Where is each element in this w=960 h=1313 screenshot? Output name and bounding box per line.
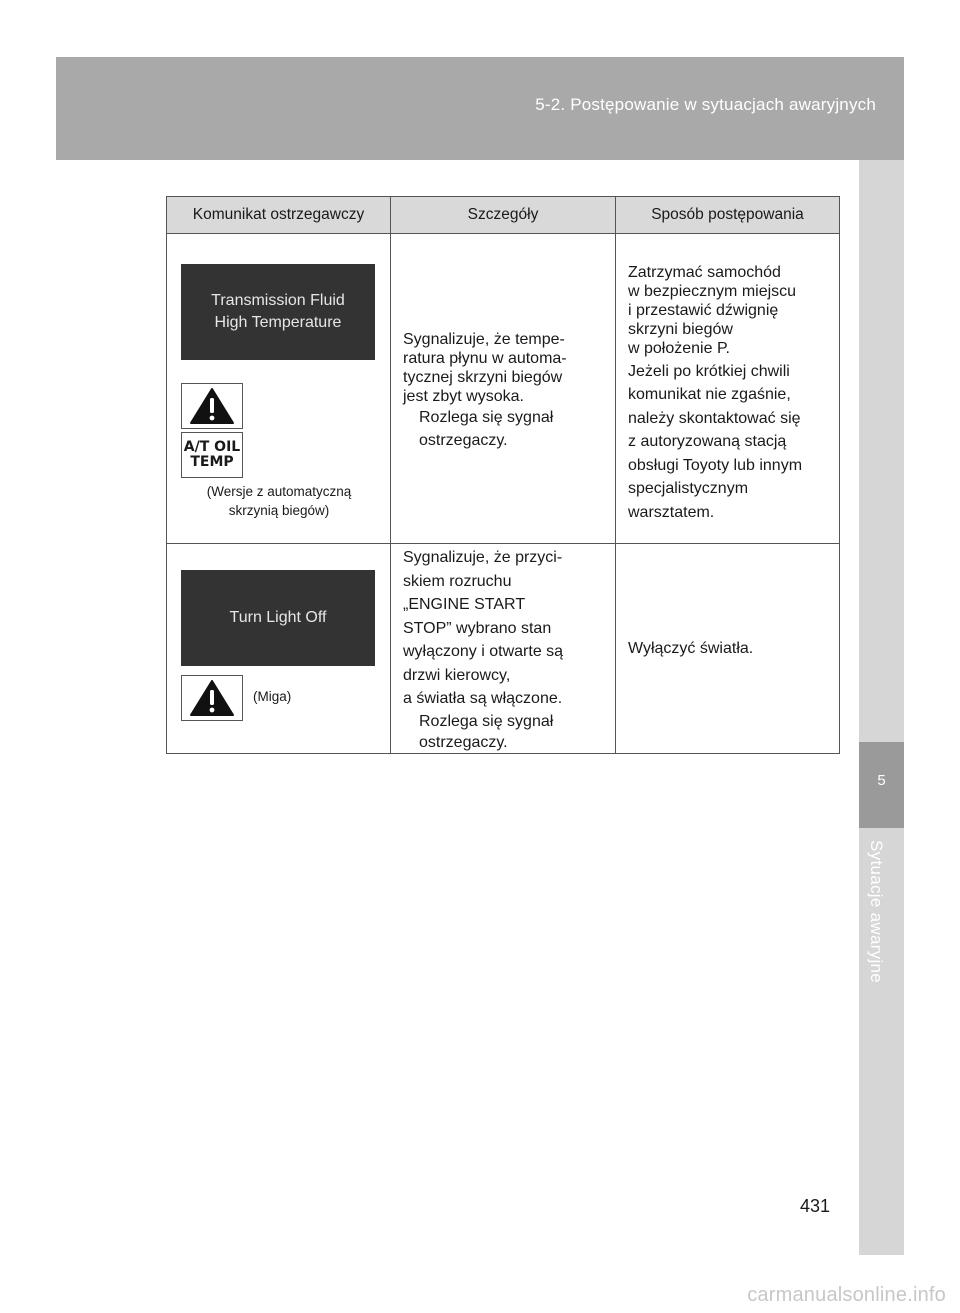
version-caption: (Wersje z automatyczną skrzynią biegów) [206,484,352,518]
warning-triangle-icon [181,383,243,429]
section-title: 5-2. Postępowanie w sytuacjach awaryjnych [535,95,876,114]
chapter-label: Sytuacje awaryjne [867,840,886,984]
blink-caption: (Miga) [253,688,292,704]
footer-watermark: carmanualsonline.info [747,1284,946,1306]
details-cell: Sygnalizuje, że przyci- skiem rozruchu „ENGINE START STOP” wybrano stan wyłączony i otwarte są drzwi kierowcy, a światła są włączone. Rozlega się sygnał ostrzegaczy. [391,544,616,754]
chapter-side-tab [859,160,904,1255]
page-number: 431 [800,1196,831,1216]
table-header-row [167,197,840,234]
header-band [56,57,904,160]
action-cell: Zatrzymać samochód w bezpiecznym miejscu i przestawić dźwignię skrzyni biegów w położenie P. Jeżeli po krótkiej chwili komunikat nie zgaśnie, należy skontaktować się z autoryzowaną stacją obsługi Toyoty lub innym specjalistycznym warsztatem. [616,234,840,544]
column-header-details: Szczegóły [391,197,616,234]
action-cell: Wyłączyć światła. [616,544,840,754]
table-row [167,234,840,544]
multi-info-display-transmission: Transmission Fluid High Temperature [181,264,375,360]
table-row [167,544,840,754]
message-cell [167,234,391,544]
warning-triangle-icon [181,675,243,721]
column-header-message: Komunikat ostrzegawczy [167,197,391,234]
at-oil-temp-indicator-icon: A/T OIL TEMP [181,432,243,478]
details-cell: Sygnalizuje, że tempe- ratura płynu w automa- tycznej skrzyni biegów jest zbyt wysoka. Rozlega się sygnał ostrzegaczy. [391,234,616,544]
warning-messages-table [166,196,840,754]
column-header-action: Sposób postępowania [616,197,840,234]
chapter-number: 5 [877,772,886,789]
multi-info-display-turn-light-off: Turn Light Off [181,570,375,666]
message-cell [167,544,391,754]
